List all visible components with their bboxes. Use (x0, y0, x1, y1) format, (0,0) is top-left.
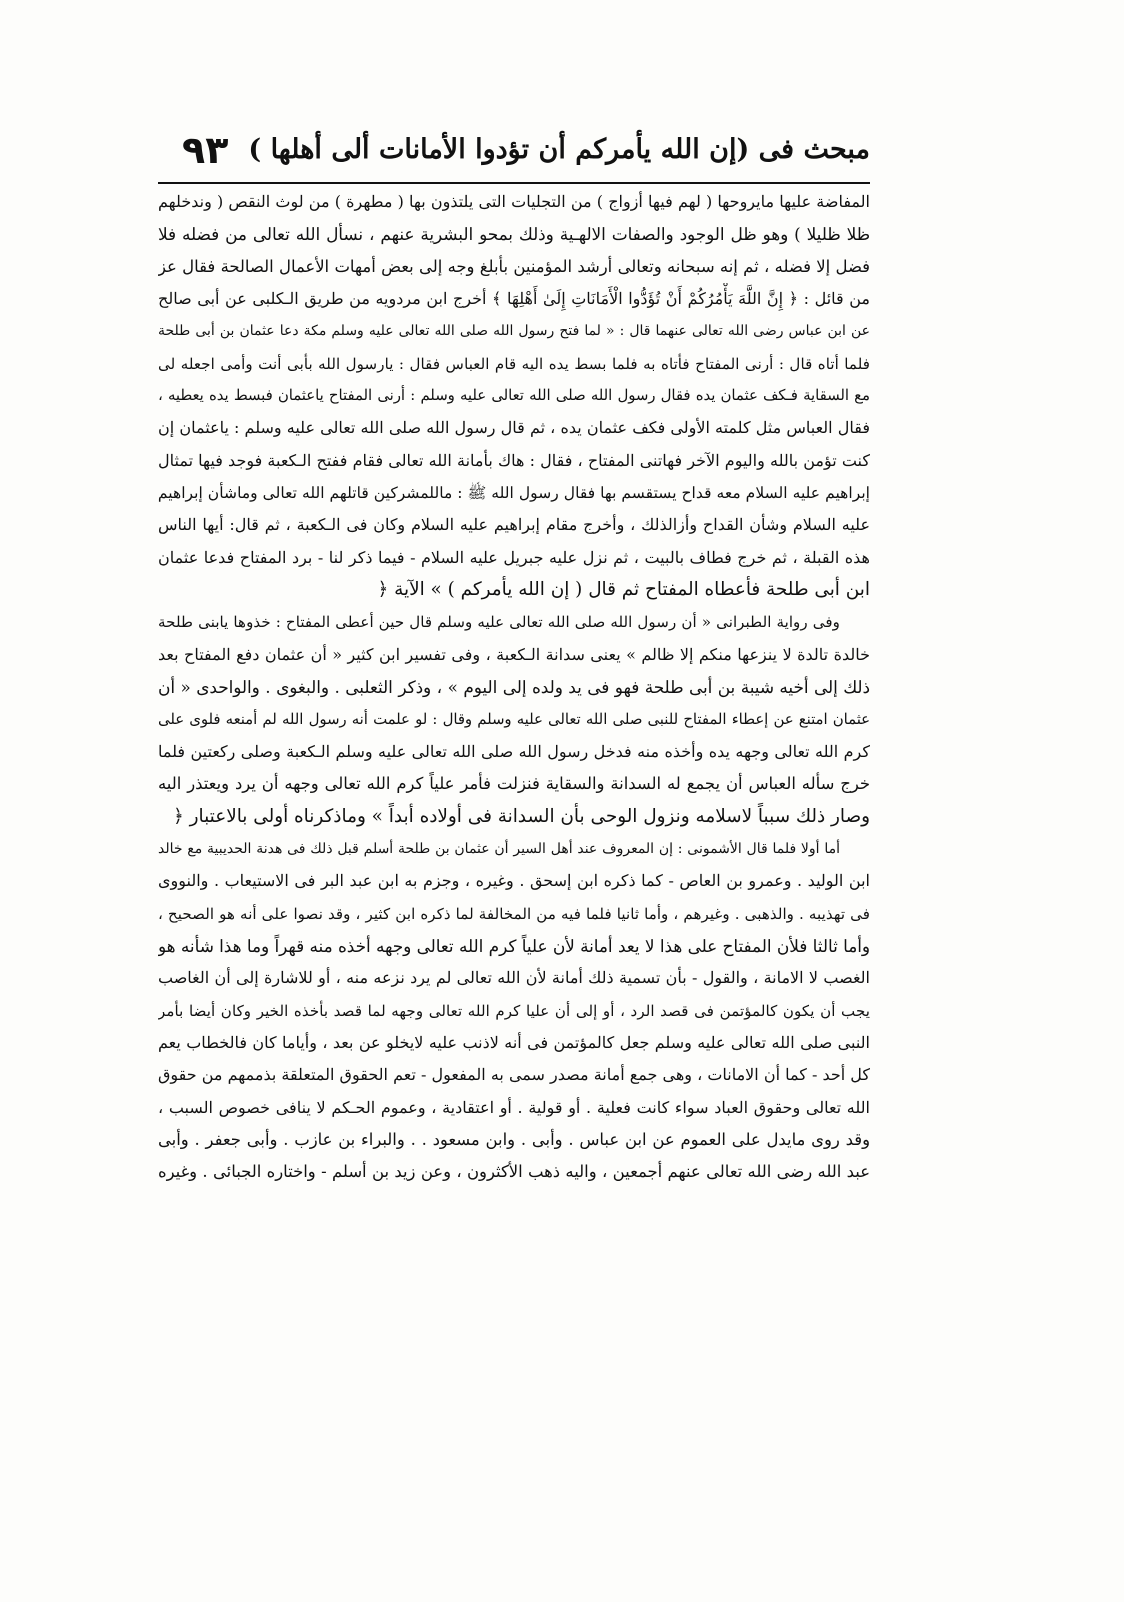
text-line: عبد الله رضى الله تعالى عنهم أجمعين ، واليه ذهب الأكثرون ، وعن زيد بن أسلم - واختاره الجبائى . وغيره (158, 1162, 870, 1182)
text-line: من قائل : ﴿ إِنَّ اللَّهَ يَأْمُرُكُمْ أَنْ تُؤَدُّوا الْأَمَانَاتِ إِلَىٰ أَهْلِهَا ﴾ أخرج ابن مردويه من طريق الـكلبى عن أبى صالح (158, 289, 870, 309)
text-line: وصار ذلك سبباً لاسلامه ونزول الوحى بأن السدانة فى أولاده أبداً » وماذكرناه أولى بالاعتبار ﴿ (173, 805, 870, 827)
text-line: إبراهيم عليه السلام معه قداح يستقسم بها فقال رسول الله ﷺ : ماللمشركين قاتلهم الله تعالى وماشأن إبراهيم (158, 484, 870, 503)
text-line: كنت تؤمن بالله واليوم الآخر فهاتنى المفتاح ، فقال : هاك بأمانة الله تعالى فقام ففتح الـكعبة فوجد فيها تمثال (158, 450, 870, 470)
text-line: أما أولا فلما قال الأشمونى : إن المعروف عند أهل السير أن عثمان بن طلحة أسلم قبل ذلك فى هدنة الحديبية مع خالد (158, 840, 840, 857)
text-line: يجب أن يكون كالمؤتمن فى قصد الرد ، أو إلى أن عليا كرم الله تعالى وجهه لما قصد بأخذه الخير وكان أيضا بأمر (158, 1001, 870, 1020)
text-line: مع السقاية فـكف عثمان يده فقال رسول الله صلى الله تعالى عليه وسلم : أرنى المفتاح ياعثمان فبسط يده يعطيه ، (158, 387, 870, 405)
text-line: الله تعالى وحقوق العباد سواء كانت فعلية . أو قولية . أو اعتقادية ، وعموم الحـكم لا ينافى خصوص السبب ، (158, 1097, 870, 1117)
text-line: وفى رواية الطبرانى « أن رسول الله صلى الله تعالى عليه وسلم قال حين أعطى المفتاح : خذوها يابنى طلحة (158, 613, 840, 632)
text-line: ابن الوليد . وعمرو بن العاص - كما ذكره ابن إسحق . وغيره ، وجزم به ابن عبد البر فى الاستيعاب . والنووى (158, 871, 870, 891)
page-number: ٩٣ (182, 128, 229, 172)
text-line: فى تهذيبه . والذهبى . وغيرهم ، وأما ثانيا فلما فيه من المخالفة لما ذكره ابن كثير ، وقد نصوا على أنه هو الصحيح ، (158, 904, 870, 923)
text-line: عثمان امتنع عن إعطاء المفتاح للنبى صلى الله تعالى عليه وسلم وقال : لو علمت أنه رسول الله لم أمنعه فلوى على (158, 710, 870, 728)
text-line: المفاضة عليها مايروحها ( لهم فيها أزواج ) من التجليات التى يلتذون بها ( مطهرة ) من لوث النقص ( وندخلهم (158, 192, 870, 211)
text-line: ظلا ظليلا ) وهو ظل الوجود والصفات الالهـية وذلك بمحو البشرية عنهم ، نسأل الله تعالى من فضله فلا (158, 224, 870, 245)
text-line: فضل إلا فضله ، ثم إنه سبحانه وتعالى أرشد المؤمنين بأبلغ وجه إلى بعض أمهات الأعمال الصالحة فقال عز (158, 256, 870, 276)
text-line: فلما أتاه قال : أرنى المفتاح فأتاه به فلما بسط يده اليه قام العباس فقال : يارسول الله بأبى أنت وأمى اجعله لى (158, 354, 870, 373)
page-header (158, 128, 870, 180)
text-line: ابن أبى طلحة فأعطاه المفتاح ثم قال ( إن الله يأمركم ) » الآية ﴿ (377, 579, 870, 601)
text-line: وقد روى مايدل على العموم عن ابن عباس . وأبى . وابن مسعود . . والبراء بن عازب . وأبى جعفر . وأبى (158, 1129, 870, 1149)
header-rule (158, 182, 870, 184)
running-title: مبحث فى (إن الله يأمركم أن تؤدوا الأمانات ألى أهلها ) (248, 134, 870, 165)
text-line: عن ابن عباس رضى الله تعالى عنهما قال : « لما فتح رسول الله صلى الله تعالى عليه وسلم مكة دعا عثمان بن أبى طلحة (158, 323, 870, 340)
text-line: وأما ثالثا فلأن المفتاح على هذا لا يعد أمانة لأن علياً كرم الله تعالى وجهه أخذه منه قهراً وما هذا شأنه هو (158, 935, 870, 956)
text-line: الغصب لا الامانة ، والقول - بأن تسمية ذلك أمانة لأن الله تعالى لم يرد نزعه منه ، أو للاشارة إلى أن الغاصب (158, 968, 870, 988)
text-line: خالدة تالدة لا ينزعها منكم إلا ظالم » يعنى سدانة الـكعبة ، وفى تفسير ابن كثير « أن عثمان دفع المفتاح بعد (158, 644, 870, 664)
text-line: هذه القبلة ، ثم خرج فطاف بالبيت ، ثم نزل عليه جبريل عليه السلام - فيما ذكر لنا - برد المفتاح فدعا عثمان (158, 547, 870, 567)
text-line: ذلك إلى أخيه شيبة بن أبى طلحة فهو فى يد ولده إلى اليوم » ، وذكر الثعلبى . والبغوى . والواحدى « أن (158, 677, 870, 698)
text-line: كرم الله تعالى وجهه يده وأخذه منه فدخل رسول الله صلى الله تعالى عليه وسلم الـكعبة وصلى ركعتين فلما (158, 741, 870, 761)
text-line: كل أحد - كما أن الامانات ، وهى جمع أمانة مصدر سمى به المفعول - تعم الحقوق المتعلقة بذممهم من حقوق (158, 1065, 870, 1085)
text-line: فقال العباس مثل كلمته الأولى فكف عثمان يده ، ثم قال رسول الله صلى الله تعالى عليه وسلم : ياعثمان إن (158, 418, 870, 438)
text-line: خرج سأله العباس أن يجمع له السدانة والسقاية فنزلت فأمر علياً كرم الله تعالى وجهه أن يرد ويعتذر اليه (158, 774, 870, 794)
text-line: النبى صلى الله تعالى عليه وسلم جعل كالمؤتمن فى أنه لاذنب عليه لايخلو عن بعد ، وأياما كان فالخطاب يعم (158, 1032, 870, 1052)
body-text (158, 186, 870, 1606)
text-line: عليه السلام وشأن القداح وأزالذلك ، وأخرج مقام إبراهيم عليه السلام وكان فى الـكعبة ، ثم قال: أيها الناس (158, 515, 870, 535)
